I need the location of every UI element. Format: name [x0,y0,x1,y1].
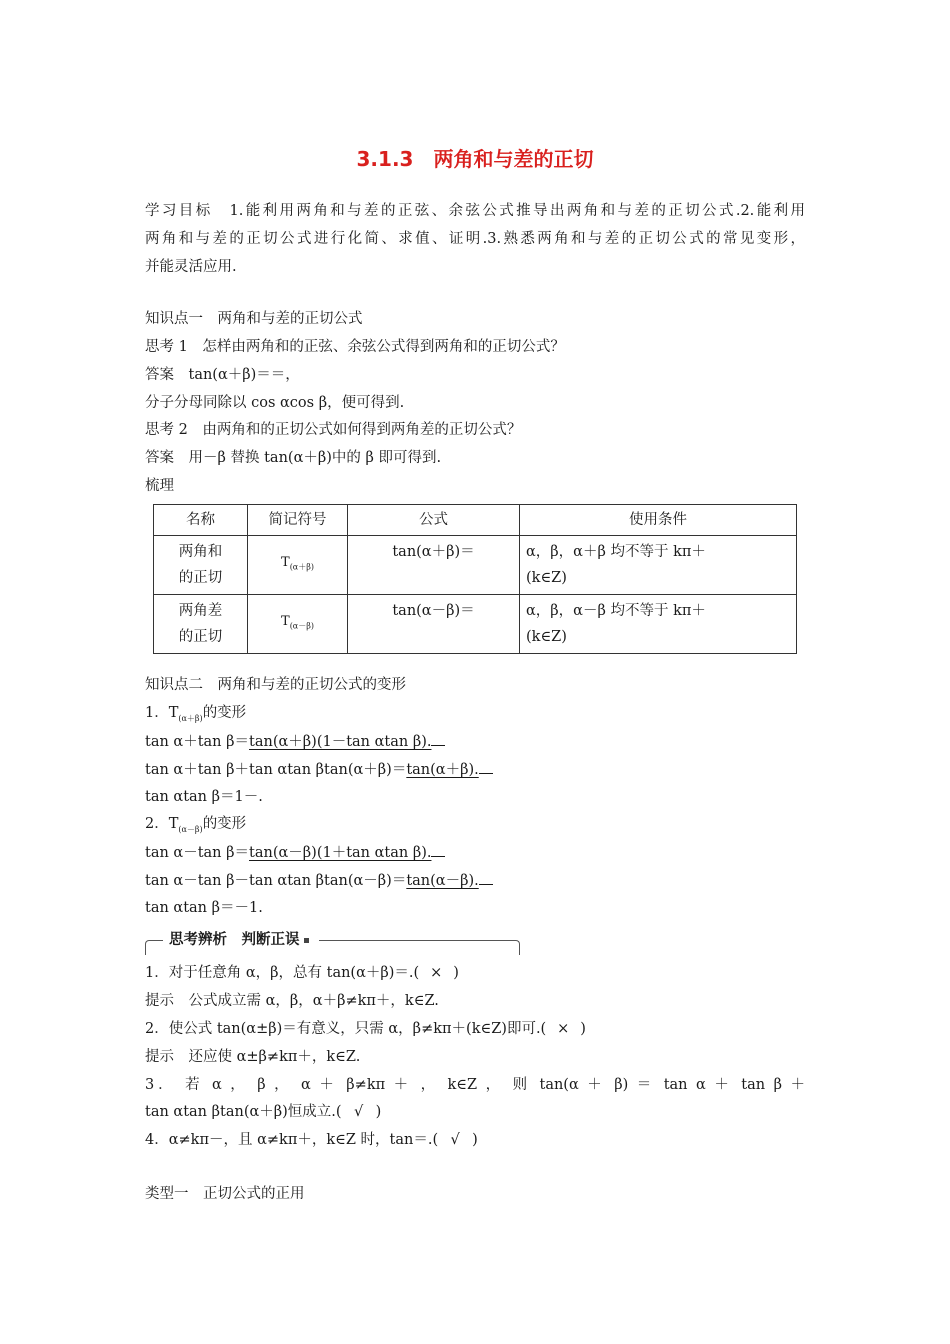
table-row [154,595,797,654]
judge-item-3-line-1: 3． 若 α ， β ， α ＋ β≠kπ ＋ ， k∈Z ， 则 tan(α ＋ β) ＝ tan α ＋ tan β ＋ [145,1077,805,1093]
cross-mark-icon: × [557,1021,570,1037]
judge-item-1 [145,963,459,983]
judge-item-4-text: 4．α≠kπ－，且 α≠kπ＋，k∈Z 时，tan＝.( [145,1132,439,1148]
row-name-line2: 的正切 [178,570,223,586]
transform-1-prefix: 1．T [145,705,179,721]
transform-1-sub: (α＋β) [178,713,203,723]
header-symbol: 简记符号 [248,505,348,536]
row-condition-cell [520,595,797,654]
knowledge-point-2-heading: 知识点二 两角和与差的正切公式的变形 [145,677,406,693]
row-symbol: T [281,554,290,570]
formula-1-left: tan α＋tan β＝ [145,734,250,750]
answer-underline [479,759,493,774]
type-1-heading: 类型一 正切公式的正用 [145,1186,305,1202]
judge-item-2 [145,1019,586,1039]
transform-2-sub: (α－β) [178,824,203,834]
learning-goals-line-2: 两角和与差的正切公式进行化简、求值、证明.3.熟悉两角和与差的正切公式的常见变形， [145,231,805,247]
transform-2-title [145,814,246,840]
row-name-cell [154,595,248,654]
row-name-cell [154,536,248,595]
transform-1-title [145,703,246,729]
section-label-right: 判断正误 [241,932,300,948]
header-formula: 公式 [348,505,520,536]
think-1-answer: 答案 tan(α＋β)＝＝， [145,367,300,383]
formula-line-3: tan αtan β＝1－. [145,789,263,805]
transform-1-suffix: 的变形 [202,705,247,721]
formula-2-left: tan α＋tan β＋tan αtan βtan(α＋β)＝ [145,762,407,778]
formula-line-1 [145,731,445,752]
page-title: 3.1.3 两角和与差的正切 [356,147,594,171]
summary-label: 梳理 [145,478,174,494]
formula-4-left: tan α－tan β＝ [145,845,250,861]
judge-item-2-text: 2．使公式 tan(α±β)＝有意义，只需 α，β≠kπ＋(k∈Z)即可.( [145,1021,547,1037]
table-row [154,536,797,595]
row-name-line2: 的正切 [178,629,223,645]
knowledge-point-1-heading: 知识点一 两角和与差的正切公式 [145,311,363,327]
square-bullet-icon [304,938,309,943]
judge-item-4-close: ) [472,1132,478,1148]
row-name-line1: 两角和 [178,544,223,560]
section-label [163,930,319,950]
row-symbol-cell [248,536,348,595]
row-condition-line2: (k∈Z) [526,570,567,586]
row-condition-line2: (k∈Z) [526,629,567,645]
think-section-bar [145,930,520,956]
row-condition-cell [520,536,797,595]
formula-line-2 [145,759,493,780]
formula-table [153,504,797,654]
formula-line-5 [145,870,493,891]
formula-1-answer: tan(α＋β)(1－tan αtan β). [249,734,432,750]
check-mark-icon: √ [450,1132,460,1148]
judge-item-3-close: ) [375,1104,382,1120]
row-condition-line1: α，β，α＋β 均不等于 kπ＋ [526,544,706,560]
formula-4-answer: tan(α－β)(1＋tan αtan β). [249,845,432,861]
row-symbol-sub: (α－β) [289,621,314,631]
judge-item-1-close: ) [453,965,459,981]
learning-goals-line-1: 学习目标 1.能利用两角和与差的正弦、余弦公式推导出两角和与差的正切公式.2.能利用 [145,203,805,219]
row-symbol-sub: (α＋β) [289,562,314,572]
hint-1: 提示 公式成立需 α，β，α＋β≠kπ＋，k∈Z. [145,993,439,1009]
formula-2-answer: tan(α＋β). [406,762,479,778]
think-2-answer: 答案 用－β 替换 tan(α＋β)中的 β 即可得到. [145,450,442,466]
row-formula: tan(α－β)＝ [348,595,520,654]
answer-underline [479,870,493,885]
check-mark-icon: √ [353,1104,364,1120]
answer-underline [431,731,445,746]
row-symbol: T [281,613,290,629]
formula-5-answer: tan(α－β). [406,873,479,889]
judge-item-4 [145,1130,478,1150]
cross-mark-icon: × [430,965,443,981]
formula-line-6: tan αtan β＝－1. [145,900,263,916]
row-name-line1: 两角差 [178,603,223,619]
transform-2-suffix: 的变形 [202,816,247,832]
transform-2-prefix: 2．T [145,816,179,832]
table-header-row [154,505,797,536]
row-symbol-cell [248,595,348,654]
think-1-answer-cont: 分子分母同除以 cos αcos β，便可得到. [145,395,405,411]
header-name: 名称 [154,505,248,536]
think-2-question: 思考 2 由两角和的正切公式如何得到两角差的正切公式？ [145,422,522,438]
think-1-question: 思考 1 怎样由两角和的正弦、余弦公式得到两角和的正切公式？ [145,339,565,355]
formula-line-4 [145,842,445,863]
judge-item-1-text: 1．对于任意角 α，β，总有 tan(α＋β)＝.( [145,965,420,981]
header-condition: 使用条件 [520,505,797,536]
hint-2: 提示 还应使 α±β≠kπ＋，k∈Z. [145,1049,361,1065]
judge-item-3-line-2 [145,1102,381,1122]
judge-item-2-close: ) [580,1021,586,1037]
answer-underline [431,842,445,857]
judge-item-3-text: tan αtan βtan(α＋β)恒成立.( [145,1104,342,1120]
formula-5-left: tan α－tan β－tan αtan βtan(α－β)＝ [145,873,407,889]
row-formula: tan(α＋β)＝ [348,536,520,595]
section-label-left: 思考辨析 [169,932,227,948]
row-condition-line1: α，β，α－β 均不等于 kπ＋ [526,603,706,619]
learning-goals-line-3: 并能灵活应用. [145,259,237,275]
